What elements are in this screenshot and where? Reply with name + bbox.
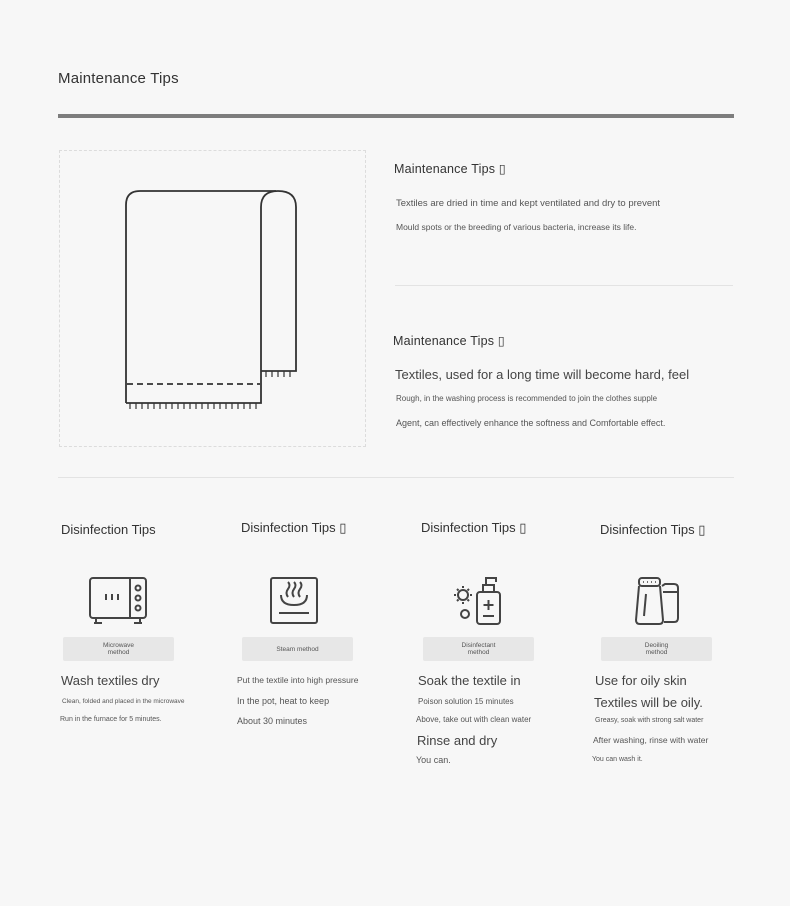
disinfection-1-line-3: Run in the furnace for 5 minutes. bbox=[60, 716, 162, 723]
disinfection-4-heading: Disinfection Tips ▯ bbox=[600, 522, 706, 537]
title-underline bbox=[58, 114, 734, 118]
disinfection-3-line-1: Soak the textile in bbox=[418, 673, 521, 688]
deoiling-method-label: Deoiling method bbox=[601, 637, 712, 661]
steam-icon bbox=[268, 575, 320, 627]
disinfection-2-line-2: In the pot, heat to keep bbox=[237, 696, 330, 706]
maintenance-tip-1-line-1: Textiles are dried in time and kept ventilated and dry to prevent bbox=[396, 198, 661, 209]
steam-method-label: Steam method bbox=[242, 637, 353, 661]
page-title: Maintenance Tips bbox=[58, 70, 179, 87]
microwave-method-label: Microwave method bbox=[63, 637, 174, 661]
maintenance-tip-2-line-1: Textiles, used for a long time will become hard, feel bbox=[395, 367, 690, 382]
disinfection-1-heading: Disinfection Tips bbox=[61, 522, 156, 537]
disinfection-3-line-3: Above, take out with clean water bbox=[416, 715, 532, 724]
disinfection-4-line-5: You can wash it. bbox=[592, 756, 643, 763]
disinfectant-icon bbox=[450, 574, 506, 628]
towel-icon bbox=[118, 185, 304, 410]
disinfection-3-line-2: Poison solution 15 minutes bbox=[418, 697, 514, 706]
disinfection-1-line-1: Wash textiles dry bbox=[61, 673, 160, 688]
maintenance-tip-1-line-2: Mould spots or the breeding of various bacteria, increase its life. bbox=[396, 222, 637, 232]
disinfection-3-heading: Disinfection Tips ▯ bbox=[421, 520, 527, 535]
disinfection-1-line-2: Clean, folded and placed in the microwave bbox=[62, 698, 185, 705]
disinfection-4-line-3: Greasy, soak with strong salt water bbox=[595, 717, 704, 724]
section-divider bbox=[58, 477, 734, 478]
disinfection-2-line-1: Put the textile into high pressure bbox=[237, 675, 359, 685]
maintenance-tip-2-heading: Maintenance Tips ▯ bbox=[393, 334, 505, 348]
microwave-icon bbox=[88, 576, 148, 626]
disinfection-3-line-5: You can. bbox=[416, 755, 451, 765]
disinfection-4-line-2: Textiles will be oily. bbox=[594, 695, 703, 710]
disinfection-2-heading: Disinfection Tips ▯ bbox=[241, 520, 347, 535]
disinfection-3-line-4: Rinse and dry bbox=[417, 733, 498, 748]
disinfectant-method-label: Disinfectant method bbox=[423, 637, 534, 661]
disinfection-4-line-4: After washing, rinse with water bbox=[593, 735, 709, 745]
maintenance-tip-2-line-2: Rough, in the washing process is recommended to join the clothes supple bbox=[396, 394, 658, 403]
disinfection-4-line-1: Use for oily skin bbox=[595, 673, 687, 688]
maintenance-tip-1-heading: Maintenance Tips ▯ bbox=[394, 162, 506, 176]
deoiling-icon bbox=[632, 574, 684, 628]
disinfection-2-line-3: About 30 minutes bbox=[237, 716, 308, 726]
maintenance-divider bbox=[395, 285, 733, 286]
maintenance-tip-2-line-3: Agent, can effectively enhance the softness and Comfortable effect. bbox=[396, 418, 666, 428]
